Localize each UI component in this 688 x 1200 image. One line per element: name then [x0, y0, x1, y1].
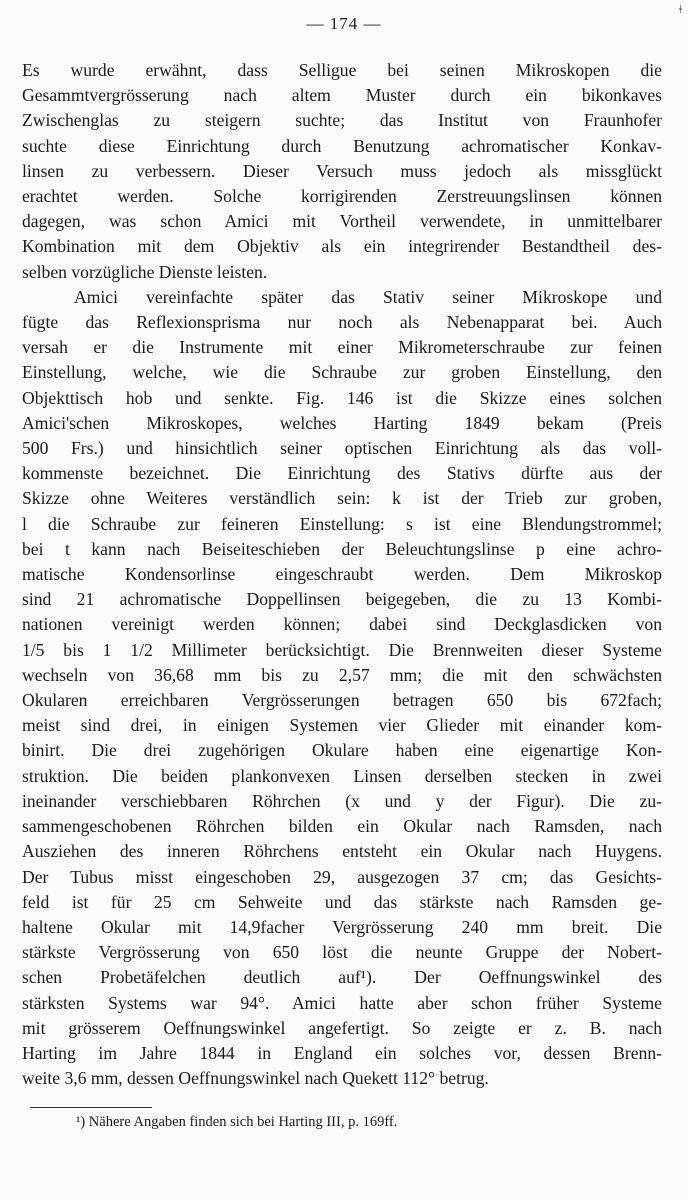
text-line: struktion. Die beiden plankonvexen Linsen derselben stecken in zwei [22, 765, 662, 786]
text-line: weite 3,6 mm, dessen Oeffnungswinkel nach Quekett 112° betrug. [22, 1068, 489, 1089]
text-line: Einstellung, welche, wie die Schraube zur groben Einstellung, den [22, 362, 662, 383]
text-line: Gesammtvergrösserung nach altem Muster durch ein bikonkaves [22, 85, 662, 106]
text-line: stärksten Systems war 94°. Amici hatte aber schon früher Systeme [22, 992, 662, 1013]
text-line: Zwischenglas zu steigern suchte; das Institut von Fraunhofer [22, 110, 662, 131]
text-line: kommenste bezeichnet. Die Einrichtung des Stativs dürfte aus der [22, 463, 662, 484]
text-line: sammengeschobenen Röhrchen bilden ein Okular nach Ramsden, nach [22, 816, 662, 837]
text-line: meist sind drei, in einigen Systemen vier Glieder mit einander kom- [22, 715, 662, 736]
page-number: — 174 — [306, 14, 382, 33]
text-line: selben vorzügliche Dienste leisten. [22, 261, 268, 282]
text-line: fügte das Reflexionsprisma nur noch als Nebenapparat bei. Auch [22, 312, 662, 333]
text-line: Kombination mit dem Objektiv als ein integrirender Bestandtheil des- [22, 236, 662, 257]
text-line: binirt. Die drei zugehörigen Okulare haben eine eigenartige Kon- [22, 740, 662, 761]
text-line: l die Schraube zur feineren Einstellung: s ist eine Blendungstrommel; [22, 513, 662, 534]
text-line: matische Kondensorlinse eingeschraubt werden. Dem Mikroskop [22, 564, 662, 585]
body-text [22, 58, 662, 1091]
text-line: Der Tubus misst eingeschoben 29, ausgezogen 37 cm; das Gesichts- [22, 866, 662, 887]
text-line: suchte diese Einrichtung durch Benutzung achromatischer Konkav- [22, 135, 662, 156]
text-line: dagegen, was schon Amici mit Vortheil verwendete, in unmittelbarer [22, 211, 662, 232]
text-line: nationen vereinigt werden können; dabei sind Deckglasdicken von [22, 614, 662, 635]
text-line: Objekttisch hob und senkte. Fig. 146 ist die Skizze eines solchen [22, 387, 662, 408]
text-line: ineinander verschiebbaren Röhrchen (x und y der Figur). Die zu- [22, 790, 662, 811]
text-line: Harting im Jahre 1844 in England ein solches vor, dessen Brenn- [22, 1042, 662, 1063]
text-line: mit grösserem Oeffnungswinkel angefertigt. So zeigte er z. B. nach [22, 1017, 662, 1038]
text-line: erachtet werden. Solche korrigirenden Zerstreuungslinsen können [22, 186, 662, 207]
text-line: wechseln von 36,68 mm bis zu 2,57 mm; die mit den schwächsten [22, 664, 662, 685]
text-line: Es wurde erwähnt, dass Selligue bei seinen Mikroskopen die [22, 60, 662, 80]
text-line: Amici vereinfachte später das Stativ seiner Mikroskope und [74, 286, 662, 307]
text-line: bei t kann nach Beiseiteschieben der Beleuchtungslinse p eine achro- [22, 538, 662, 559]
text-line: feld ist für 25 cm Sehweite und das stärkste nach Ramsden ge- [22, 891, 662, 912]
text-line: 500 Frs.) und hinsichtlich seiner optischen Einrichtung als das voll- [22, 438, 662, 459]
text-line: Okularen erreichbaren Vergrösserungen betragen 650 bis 672fach; [22, 690, 662, 711]
footnote: ¹) Nähere Angaben finden sich bei Harting III, p. 169ff. [76, 1114, 398, 1130]
corner-mark: ǂ [679, 2, 682, 16]
text-line: versah er die Instrumente mit einer Mikrometerschraube zur feinen [22, 337, 662, 358]
text-line: haltene Okular mit 14,9facher Vergrösserung 240 mm breit. Die [22, 916, 662, 937]
text-line: Skizze ohne Weiteres verständlich sein: k ist der Trieb zur groben, [22, 488, 662, 509]
text-line: sind 21 achromatische Doppellinsen beigegeben, die zu 13 Kombi- [22, 589, 662, 610]
text-line: stärkste Vergrösserung von 650 löst die neunte Gruppe der Nobert- [22, 942, 662, 963]
text-line: linsen zu verbessern. Dieser Versuch muss jedoch als missglückt [22, 160, 662, 181]
text-line: schen Probetäfelchen deutlich auf¹). Der Oeffnungswinkel des [22, 967, 662, 988]
text-line: 1/5 bis 1 1/2 Millimeter berücksichtigt. Die Brennweiten dieser Systeme [22, 639, 662, 660]
text-line: Amici'schen Mikroskopes, welches Harting 1849 bekam (Preis [22, 412, 662, 433]
footnote-divider [30, 1107, 152, 1108]
text-line: Ausziehen des inneren Röhrchens entsteht ein Okular nach Huygens. [22, 841, 662, 862]
